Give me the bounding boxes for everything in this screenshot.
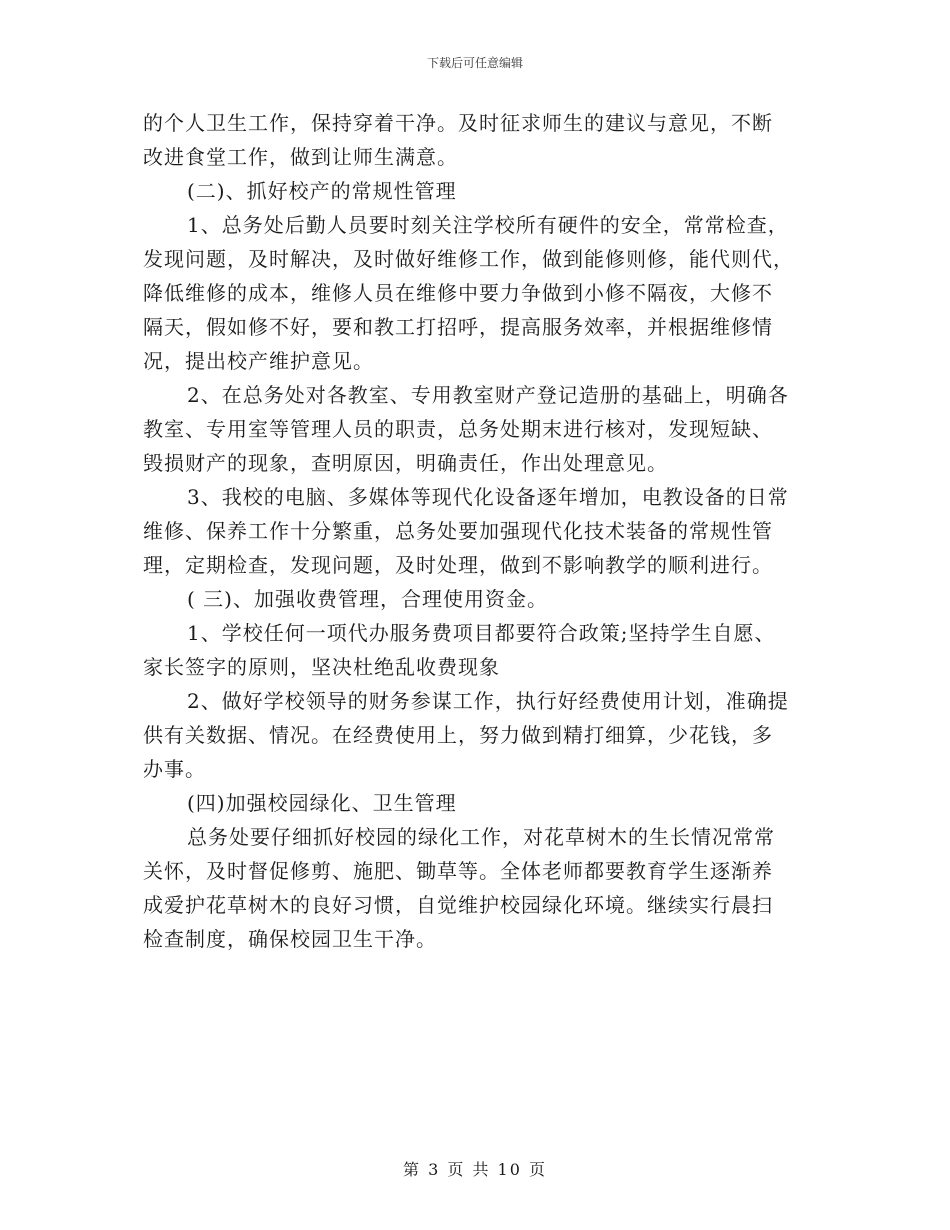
text-line: 成爱护花草树木的良好习惯，自觉维护校园绿化环境。继续实行晨扫 [143, 893, 773, 917]
page-header-note: 下载后可任意编辑 [426, 56, 523, 70]
text-line: 2、在总务处对各教室、专用教室财产登记造册的基础上，明确各 [187, 383, 789, 407]
text-line: (四)加强校园绿化、卫生管理 [187, 791, 457, 815]
text-line: 供有关数据、情况。在经费使用上，努力做到精打细算，少花钱，多 [143, 723, 773, 747]
text-line: 毁损财产的现象，查明原因，明确责任，作出处理意见。 [143, 451, 668, 475]
text-line: 2、做好学校领导的财务参谋工作，执行好经费使用计划，准确提 [187, 689, 789, 713]
text-line: 办事。 [143, 757, 206, 781]
text-line: 发现问题，及时解决，及时做好维修工作，做到能修则修，能代则代， [143, 247, 794, 271]
text-line: 维修、保养工作十分繁重，总务处要加强现代化技术装备的常规性管 [143, 519, 773, 543]
document-body [143, 106, 813, 956]
text-line: 降低维修的成本，维修人员在维修中要力争做到小修不隔夜，大修不 [143, 281, 773, 305]
text-line: 隔天，假如修不好，要和教工打招呼，提高服务效率，并根据维修情 [143, 315, 773, 339]
page-number-footer: 第 3 页 共 10 页 [403, 1160, 547, 1179]
text-line: 家长签字的原则，坚决杜绝乱收费现象 [143, 655, 500, 679]
text-line: 3、我校的电脑、多媒体等现代化设备逐年增加，电教设备的日常 [187, 485, 789, 509]
text-line: 1、总务处后勤人员要时刻关注学校所有硬件的安全，常常检查， [187, 213, 789, 237]
text-line: 教室、专用室等管理人员的职责，总务处期末进行核对，发现短缺、 [143, 417, 773, 441]
text-line: 关怀，及时督促修剪、施肥、锄草等。全体老师都要教育学生逐渐养 [143, 859, 773, 883]
text-line: 理，定期检查，发现问题，及时处理，做到不影响教学的顺利进行。 [143, 553, 773, 577]
text-line: (二)、抓好校产的常规性管理 [187, 179, 457, 203]
text-line: 总务处要仔细抓好校园的绿化工作，对花草树木的生长情况常常 [187, 825, 775, 849]
text-line: 改进食堂工作，做到让师生满意。 [143, 145, 458, 169]
text-line: 1、学校任何一项代办服务费项目都要符合政策;坚持学生自愿、 [187, 621, 776, 645]
text-line: 检查制度，确保校园卫生干净。 [143, 927, 437, 951]
text-line: 的个人卫生工作，保持穿着干净。及时征求师生的建议与意见，不断 [143, 111, 773, 135]
text-line: ( 三)、加强收费管理，合理使用资金。 [187, 587, 548, 611]
text-line: 况，提出校产维护意见。 [143, 349, 374, 373]
